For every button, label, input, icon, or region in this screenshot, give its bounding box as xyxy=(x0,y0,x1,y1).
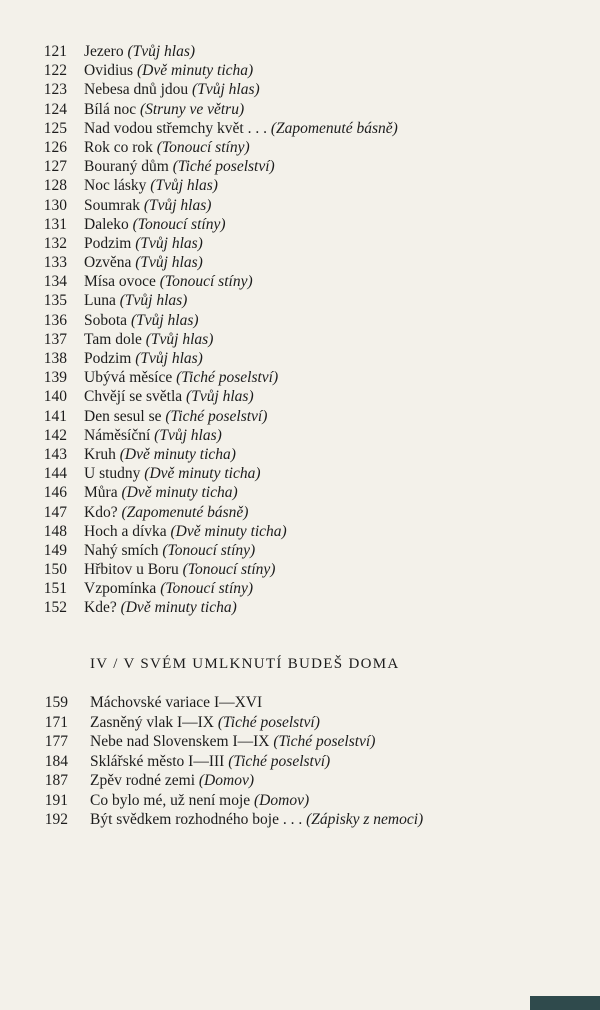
toc-entry xyxy=(0,464,600,483)
toc-entry xyxy=(0,42,600,61)
toc-entry xyxy=(0,771,600,791)
collection-source: (Tiché poselství) xyxy=(273,733,376,750)
poem-title-line xyxy=(84,138,250,157)
poem-title-line xyxy=(84,368,278,387)
toc-entry xyxy=(0,176,600,195)
toc-entry xyxy=(0,253,600,272)
poem-title-line xyxy=(84,464,261,483)
poem-title-line xyxy=(84,157,275,176)
collection-source: (Domov) xyxy=(254,791,310,809)
collection-source: (Zápisky z nemoci) xyxy=(306,811,424,828)
page-number: 121 xyxy=(43,43,67,60)
poem-title-line xyxy=(84,445,236,464)
poem-title-line xyxy=(90,713,320,733)
poem-title-line xyxy=(84,483,238,502)
toc-entry xyxy=(0,196,600,215)
poem-title: Nad vodou střemchy květ . . . xyxy=(84,119,267,137)
collection-source: (Tonoucí stíny) xyxy=(156,138,250,156)
toc-entry xyxy=(0,445,600,464)
collection-source: (Dvě minuty ticha) xyxy=(144,465,261,483)
collection-source: (Tonoucí stíny) xyxy=(132,215,226,233)
poem-title: Sobota xyxy=(84,311,128,329)
toc-entry xyxy=(0,349,600,368)
page-number: 187 xyxy=(44,772,68,789)
poem-title: Zasněný vlak I—IX xyxy=(90,713,214,731)
poem-title: Můra xyxy=(84,484,118,502)
collection-source: (Dvě minuty ticha) xyxy=(170,522,287,540)
poem-title: Co bylo mé, už není moje xyxy=(90,791,251,809)
section-heading: IV / V SVÉM UMLKNUTÍ BUDEŠ DOMA xyxy=(90,656,400,672)
poem-title-line xyxy=(84,176,218,195)
page-number: 133 xyxy=(43,254,67,272)
poem-title-line xyxy=(84,61,253,80)
collection-source: (Zapomenuté básně) xyxy=(121,503,249,521)
page-number: 127 xyxy=(43,158,67,176)
collection-source: (Tiché poselství) xyxy=(176,369,279,387)
poem-title-line xyxy=(84,253,203,272)
poem-title: Kde? xyxy=(84,599,117,617)
collection-source: (Tvůj hlas) xyxy=(154,426,222,444)
collection-source: (Tiché poselství) xyxy=(165,407,268,425)
page-number: 184 xyxy=(44,752,68,770)
poem-title: Máchovské variace I—XVI xyxy=(90,694,263,711)
page-number: 142 xyxy=(43,426,67,444)
toc-entry xyxy=(0,579,600,598)
page-number: 147 xyxy=(43,503,67,521)
page-number: 134 xyxy=(43,273,67,291)
contents-list-part-3 xyxy=(0,42,600,618)
collection-source: (Domov) xyxy=(198,772,254,789)
toc-entry xyxy=(0,100,600,119)
collection-source: (Tiché poselství) xyxy=(172,158,275,176)
collection-source: (Tvůj hlas) xyxy=(135,350,203,367)
toc-entry xyxy=(0,732,600,752)
toc-entry xyxy=(0,138,600,157)
collection-source: (Struny ve větru) xyxy=(139,100,245,118)
collection-source: (Tvůj hlas) xyxy=(192,81,260,99)
page-number: 159 xyxy=(44,694,68,711)
collection-source: (Tonoucí stíny) xyxy=(162,541,256,559)
toc-entry xyxy=(0,522,600,541)
toc-entry xyxy=(0,598,600,617)
collection-source: (Tvůj hlas) xyxy=(145,330,214,348)
page-number: 146 xyxy=(43,484,67,502)
toc-entry xyxy=(0,426,600,445)
poem-title-line xyxy=(84,407,267,426)
page-number: 149 xyxy=(43,541,67,559)
collection-source: (Tvůj hlas) xyxy=(127,43,196,60)
toc-entry xyxy=(0,693,600,713)
poem-title-line xyxy=(90,752,330,772)
collection-source: (Dvě minuty ticha) xyxy=(121,484,238,502)
toc-entry xyxy=(0,61,600,80)
toc-entry xyxy=(0,810,600,830)
toc-entry xyxy=(0,119,600,138)
page-number: 136 xyxy=(43,311,67,329)
toc-entry xyxy=(0,80,600,99)
collection-source: (Tonoucí stíny) xyxy=(160,580,254,598)
page-number: 144 xyxy=(43,465,67,483)
collection-source: (Tiché poselství) xyxy=(217,713,320,731)
toc-entry xyxy=(0,541,600,560)
page-number: 191 xyxy=(44,791,68,809)
collection-source: (Tvůj hlas) xyxy=(130,311,199,329)
page-number: 138 xyxy=(43,350,67,367)
page-number: 177 xyxy=(44,733,68,750)
poem-title-line xyxy=(84,598,237,617)
poem-title: Rok co rok xyxy=(84,138,153,156)
page-number: 131 xyxy=(43,215,67,233)
page-number: 130 xyxy=(43,196,67,214)
toc-entry xyxy=(0,387,600,406)
page-number: 141 xyxy=(43,407,67,425)
poem-title: Nebesa dnů jdou xyxy=(84,81,189,99)
poem-title: Podzim xyxy=(84,350,132,367)
toc-entry xyxy=(0,291,600,310)
poem-title-line xyxy=(84,80,260,99)
page-number: 137 xyxy=(43,330,67,348)
poem-title-line xyxy=(84,272,253,291)
poem-title-line xyxy=(84,579,253,598)
poem-title: Luna xyxy=(84,292,116,310)
poem-title: Náměsíční xyxy=(84,426,151,444)
poem-title-line xyxy=(90,791,309,811)
poem-title: Mísa ovoce xyxy=(84,273,156,291)
toc-entry xyxy=(0,311,600,330)
page-number: 132 xyxy=(43,234,67,252)
page-number: 124 xyxy=(43,100,67,118)
poem-title: Ovidius xyxy=(84,62,134,80)
collection-source: (Dvě minuty ticha) xyxy=(120,599,237,617)
poem-title: Hoch a dívka xyxy=(84,522,167,540)
poem-title: Nebe nad Slovenskem I—IX xyxy=(90,733,270,750)
page-number: 125 xyxy=(43,119,67,137)
collection-source: (Tvůj hlas) xyxy=(119,292,188,310)
poem-title: Den sesul se xyxy=(84,407,162,425)
page-number: 152 xyxy=(43,599,67,617)
poem-title: Soumrak xyxy=(84,196,140,214)
poem-title-line xyxy=(84,560,275,579)
collection-source: (Dvě minuty ticha) xyxy=(119,445,236,463)
toc-entry xyxy=(0,407,600,426)
poem-title-line xyxy=(84,42,195,61)
poem-title: Chvějí se světla xyxy=(84,388,183,406)
toc-entry xyxy=(0,713,600,733)
poem-title-line xyxy=(84,100,244,119)
poem-title: Sklářské město I—III xyxy=(90,752,225,770)
toc-entry xyxy=(0,483,600,502)
toc-entry xyxy=(0,234,600,253)
toc-entry xyxy=(0,791,600,811)
toc-entry xyxy=(0,752,600,772)
poem-title-line xyxy=(84,196,211,215)
poem-title: Hřbitov u Boru xyxy=(84,561,179,579)
toc-entry xyxy=(0,215,600,234)
page-number: 122 xyxy=(43,62,67,80)
poem-title-line xyxy=(84,311,199,330)
page-number: 143 xyxy=(43,445,67,463)
page-number: 150 xyxy=(43,561,67,579)
poem-title-line xyxy=(84,215,226,234)
poem-title: Noc lásky xyxy=(84,177,147,195)
page-number: 126 xyxy=(43,138,67,156)
page-number: 192 xyxy=(44,811,68,828)
poem-title-line xyxy=(84,522,287,541)
poem-title: Vzpomínka xyxy=(84,580,157,598)
poem-title-line xyxy=(90,693,262,713)
toc-entry xyxy=(0,157,600,176)
poem-title: Tam dole xyxy=(84,330,142,348)
collection-source: (Tvůj hlas) xyxy=(186,388,254,406)
collection-source: (Zapomenuté básně) xyxy=(270,119,398,137)
page-number: 139 xyxy=(43,369,67,387)
page-number: 151 xyxy=(43,580,67,598)
poem-title: Jezero xyxy=(84,43,124,60)
toc-entry xyxy=(0,503,600,522)
collection-source: (Tvůj hlas) xyxy=(135,234,203,252)
poem-title-line xyxy=(84,291,187,310)
poem-title: Zpěv rodné zemi xyxy=(90,772,196,789)
page-number: 171 xyxy=(44,713,68,731)
poem-title: U studny xyxy=(84,465,141,483)
poem-title-line xyxy=(84,541,255,560)
page-number: 123 xyxy=(43,81,67,99)
poem-title: Nahý smích xyxy=(84,541,159,559)
poem-title-line xyxy=(84,119,398,138)
contents-list-part-4 xyxy=(0,693,600,830)
poem-title-line xyxy=(84,234,203,253)
collection-source: (Tvůj hlas) xyxy=(135,254,203,272)
collection-source: (Tvůj hlas) xyxy=(143,196,212,214)
poem-title-line xyxy=(90,732,375,752)
poem-title: Daleko xyxy=(84,215,129,233)
toc-entry xyxy=(0,272,600,291)
poem-title-line xyxy=(84,387,254,406)
poem-title: Kdo? xyxy=(84,503,118,521)
poem-title-line xyxy=(84,503,248,522)
poem-title: Podzim xyxy=(84,234,132,252)
poem-title-line xyxy=(90,810,423,830)
page-number: 128 xyxy=(43,177,67,195)
poem-title: Ozvěna xyxy=(84,254,132,272)
poem-title-line xyxy=(90,771,254,791)
page-number: 140 xyxy=(43,388,67,406)
poem-title: Být svědkem rozhodného boje . . . xyxy=(90,811,303,828)
collection-source: (Tvůj hlas) xyxy=(150,177,218,195)
collection-source: (Tonoucí stíny) xyxy=(182,561,276,579)
toc-entry xyxy=(0,560,600,579)
cover-edge xyxy=(530,996,600,1010)
poem-title: Ubývá měsíce xyxy=(84,369,173,387)
poem-title: Kruh xyxy=(84,445,116,463)
toc-entry xyxy=(0,330,600,349)
poem-title: Bouraný dům xyxy=(84,158,169,176)
poem-title-line xyxy=(84,349,203,368)
toc-entry xyxy=(0,368,600,387)
collection-source: (Dvě minuty ticha) xyxy=(136,62,254,80)
collection-source: (Tiché poselství) xyxy=(228,752,331,770)
poem-title: Bílá noc xyxy=(84,100,137,118)
collection-source: (Tonoucí stíny) xyxy=(159,273,253,291)
page-number: 148 xyxy=(43,522,67,540)
poem-title-line xyxy=(84,426,222,445)
page-number: 135 xyxy=(43,292,67,310)
poem-title-line xyxy=(84,330,213,349)
